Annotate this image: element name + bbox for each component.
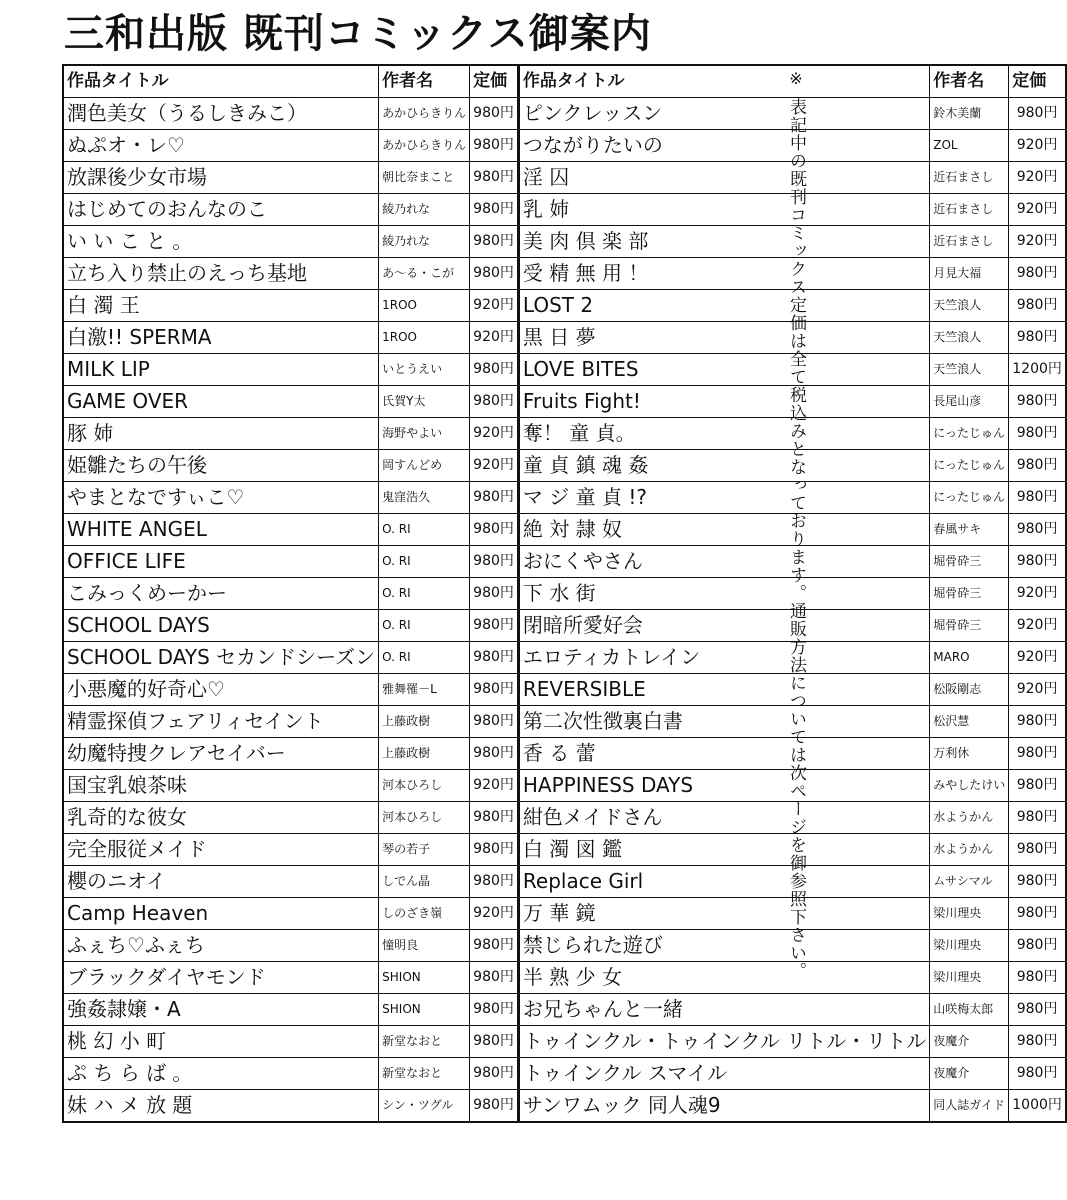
table-row bbox=[63, 866, 1066, 898]
book-price: 980円 bbox=[470, 610, 519, 642]
book-author: O. RI bbox=[379, 578, 470, 610]
table-row bbox=[63, 162, 1066, 194]
book-price: 920円 bbox=[470, 770, 519, 802]
book-author: 鬼窪浩久 bbox=[379, 482, 470, 514]
header-title: 作品タイトル bbox=[518, 65, 929, 98]
header-price: 定価 bbox=[470, 65, 519, 98]
book-title: MILK LIP bbox=[63, 354, 379, 386]
book-title: 豚 姉 bbox=[63, 418, 379, 450]
book-price: 920円 bbox=[1009, 578, 1066, 610]
book-author: 天竺浪人 bbox=[930, 322, 1009, 354]
book-author: 春風サキ bbox=[930, 514, 1009, 546]
book-price: 920円 bbox=[470, 450, 519, 482]
book-author: あかひらきりん bbox=[379, 98, 470, 130]
book-title: 強姦隷嬢・A bbox=[63, 994, 379, 1026]
book-title: 白激!! SPERMA bbox=[63, 322, 379, 354]
note-mark: ※ bbox=[789, 69, 803, 88]
book-price: 980円 bbox=[470, 962, 519, 994]
book-price: 920円 bbox=[470, 898, 519, 930]
book-price: 980円 bbox=[470, 482, 519, 514]
book-price: 920円 bbox=[1009, 130, 1066, 162]
book-title: Fruits Fight! bbox=[518, 386, 929, 418]
book-author: 山咲梅太郎 bbox=[930, 994, 1009, 1026]
book-title: サンワムック 同人魂9 bbox=[518, 1090, 929, 1123]
book-price: 980円 bbox=[470, 802, 519, 834]
table-row bbox=[63, 418, 1066, 450]
book-title: 第二次性徴裏白書 bbox=[518, 706, 929, 738]
book-price: 980円 bbox=[1009, 450, 1066, 482]
book-title: 受 精 無 用 ！ bbox=[518, 258, 929, 290]
book-title: 半 熟 少 女 bbox=[518, 962, 929, 994]
table-row bbox=[63, 706, 1066, 738]
book-author: 夜魔介 bbox=[930, 1026, 1009, 1058]
book-author: 天竺浪人 bbox=[930, 290, 1009, 322]
table-row bbox=[63, 898, 1066, 930]
book-title: 立ち入り禁止のえっち基地 bbox=[63, 258, 379, 290]
table-row bbox=[63, 322, 1066, 354]
book-title: Replace Girl bbox=[518, 866, 929, 898]
book-title: 絶 対 隷 奴 bbox=[518, 514, 929, 546]
book-title: 妹 ハ メ 放 題 bbox=[63, 1090, 379, 1123]
book-author: 堀骨砕三 bbox=[930, 610, 1009, 642]
book-title: トゥインクル・トゥインクル リトル・リトル bbox=[518, 1026, 929, 1058]
book-title: い い こ と 。 bbox=[63, 226, 379, 258]
book-author: 琴の若子 bbox=[379, 834, 470, 866]
book-price: 980円 bbox=[1009, 770, 1066, 802]
book-price: 980円 bbox=[1009, 322, 1066, 354]
table-row bbox=[63, 834, 1066, 866]
book-author: 水ようかん bbox=[930, 802, 1009, 834]
catalog-table bbox=[62, 64, 1067, 1123]
book-author: 上藤政樹 bbox=[379, 706, 470, 738]
book-price: 980円 bbox=[470, 578, 519, 610]
book-author: にったじゅん bbox=[930, 418, 1009, 450]
book-price: 980円 bbox=[470, 706, 519, 738]
book-title: 香 る 蕾 bbox=[518, 738, 929, 770]
book-author: O. RI bbox=[379, 514, 470, 546]
book-price: 980円 bbox=[470, 1058, 519, 1090]
table-row bbox=[63, 1026, 1066, 1058]
book-price: 980円 bbox=[470, 226, 519, 258]
book-author: 綾乃れな bbox=[379, 194, 470, 226]
side-note bbox=[772, 66, 820, 1176]
book-author: 雅舞罹－L bbox=[379, 674, 470, 706]
book-author: 河本ひろし bbox=[379, 802, 470, 834]
book-author: 松沢慧 bbox=[930, 706, 1009, 738]
book-author: しでん晶 bbox=[379, 866, 470, 898]
book-price: 920円 bbox=[470, 322, 519, 354]
table-row bbox=[63, 290, 1066, 322]
header-author: 作者名 bbox=[930, 65, 1009, 98]
book-title: 姫雛たちの午後 bbox=[63, 450, 379, 482]
book-author: 梁川理央 bbox=[930, 930, 1009, 962]
book-author: 万利休 bbox=[930, 738, 1009, 770]
book-author: 月見大福 bbox=[930, 258, 1009, 290]
book-title: 禁じられた遊び bbox=[518, 930, 929, 962]
book-title: ピンクレッスン bbox=[518, 98, 929, 130]
table-row bbox=[63, 994, 1066, 1026]
header-price: 定価 bbox=[1009, 65, 1066, 98]
book-title: トゥインクル スマイル bbox=[518, 1058, 929, 1090]
book-author: 新堂なおと bbox=[379, 1026, 470, 1058]
book-author: 岡すんどめ bbox=[379, 450, 470, 482]
book-price: 980円 bbox=[1009, 1058, 1066, 1090]
book-price: 980円 bbox=[1009, 546, 1066, 578]
book-author: O. RI bbox=[379, 610, 470, 642]
page-title: 三和出版 既刊コミックス御案内 bbox=[64, 11, 652, 57]
table-row bbox=[63, 482, 1066, 514]
book-title: 閉暗所愛好会 bbox=[518, 610, 929, 642]
book-title: 下 水 街 bbox=[518, 578, 929, 610]
book-title: 白 濁 図 鑑 bbox=[518, 834, 929, 866]
book-title: 奪！ 童 貞。 bbox=[518, 418, 929, 450]
book-author: あ～る・こが bbox=[379, 258, 470, 290]
book-author: 氏賀Y太 bbox=[379, 386, 470, 418]
book-author: 長尾山彦 bbox=[930, 386, 1009, 418]
book-price: 920円 bbox=[1009, 194, 1066, 226]
book-author: いとうえい bbox=[379, 354, 470, 386]
table-row bbox=[63, 674, 1066, 706]
book-author: 近石まさし bbox=[930, 162, 1009, 194]
book-price: 980円 bbox=[470, 642, 519, 674]
table-row bbox=[63, 930, 1066, 962]
book-author: ZOL bbox=[930, 130, 1009, 162]
book-price: 980円 bbox=[470, 258, 519, 290]
book-title: 櫻のニオイ bbox=[63, 866, 379, 898]
book-author: 綾乃れな bbox=[379, 226, 470, 258]
book-price: 980円 bbox=[470, 194, 519, 226]
book-author: にったじゅん bbox=[930, 450, 1009, 482]
book-price: 980円 bbox=[1009, 258, 1066, 290]
book-price: 920円 bbox=[1009, 162, 1066, 194]
book-title: マ ジ 童 貞 !? bbox=[518, 482, 929, 514]
book-price: 980円 bbox=[470, 866, 519, 898]
header-title: 作品タイトル bbox=[63, 65, 379, 98]
book-author: ムサシマル bbox=[930, 866, 1009, 898]
book-price: 920円 bbox=[1009, 674, 1066, 706]
book-author: みやしたけい bbox=[930, 770, 1009, 802]
book-price: 980円 bbox=[1009, 834, 1066, 866]
book-title: 国宝乳娘茶味 bbox=[63, 770, 379, 802]
book-price: 980円 bbox=[1009, 482, 1066, 514]
book-price: 980円 bbox=[1009, 418, 1066, 450]
book-author: O. RI bbox=[379, 546, 470, 578]
book-price: 920円 bbox=[1009, 642, 1066, 674]
book-author: 松阪剛志 bbox=[930, 674, 1009, 706]
book-price: 980円 bbox=[470, 130, 519, 162]
book-price: 980円 bbox=[1009, 706, 1066, 738]
book-title: REVERSIBLE bbox=[518, 674, 929, 706]
book-title: WHITE ANGEL bbox=[63, 514, 379, 546]
book-price: 1200円 bbox=[1009, 354, 1066, 386]
book-title: 放課後少女市場 bbox=[63, 162, 379, 194]
book-title: つながりたいの bbox=[518, 130, 929, 162]
table-row bbox=[63, 642, 1066, 674]
book-price: 980円 bbox=[470, 1026, 519, 1058]
book-author: にったじゅん bbox=[930, 482, 1009, 514]
book-author: 憧明良 bbox=[379, 930, 470, 962]
book-price: 980円 bbox=[1009, 962, 1066, 994]
book-title: やまとなですぃこ♡ bbox=[63, 482, 379, 514]
book-title: ブラックダイヤモンド bbox=[63, 962, 379, 994]
book-price: 980円 bbox=[1009, 98, 1066, 130]
book-title: 小悪魔的好奇心♡ bbox=[63, 674, 379, 706]
book-title: 乳奇的な彼女 bbox=[63, 802, 379, 834]
book-price: 1000円 bbox=[1009, 1090, 1066, 1123]
book-title: 黒 日 夢 bbox=[518, 322, 929, 354]
book-title: 潤色美女（うるしきみこ） bbox=[63, 98, 379, 130]
book-price: 980円 bbox=[470, 738, 519, 770]
book-price: 980円 bbox=[1009, 738, 1066, 770]
book-title: 淫 囚 bbox=[518, 162, 929, 194]
book-author: 天竺浪人 bbox=[930, 354, 1009, 386]
book-title: おにくやさん bbox=[518, 546, 929, 578]
book-author: 堀骨砕三 bbox=[930, 546, 1009, 578]
book-title: 白 濁 王 bbox=[63, 290, 379, 322]
book-author: 近石まさし bbox=[930, 194, 1009, 226]
book-title: 紺色メイドさん bbox=[518, 802, 929, 834]
book-title: 桃 幻 小 町 bbox=[63, 1026, 379, 1058]
book-title: GAME OVER bbox=[63, 386, 379, 418]
book-title: 童 貞 鎮 魂 姦 bbox=[518, 450, 929, 482]
table-row bbox=[63, 130, 1066, 162]
book-author: SHION bbox=[379, 994, 470, 1026]
book-author: 河本ひろし bbox=[379, 770, 470, 802]
book-author: あかひらきりん bbox=[379, 130, 470, 162]
table-header-row bbox=[63, 65, 1066, 98]
table-row bbox=[63, 1058, 1066, 1090]
table-row bbox=[63, 514, 1066, 546]
book-price: 980円 bbox=[470, 674, 519, 706]
book-author: 近石まさし bbox=[930, 226, 1009, 258]
book-title: ぷ ち ら ば 。 bbox=[63, 1058, 379, 1090]
book-price: 980円 bbox=[470, 98, 519, 130]
book-author: 梁川理央 bbox=[930, 898, 1009, 930]
table-row bbox=[63, 738, 1066, 770]
table-row bbox=[63, 802, 1066, 834]
book-price: 980円 bbox=[470, 1090, 519, 1123]
book-author: SHION bbox=[379, 962, 470, 994]
book-title: 完全服従メイド bbox=[63, 834, 379, 866]
book-title: 万 華 鏡 bbox=[518, 898, 929, 930]
book-price: 980円 bbox=[1009, 866, 1066, 898]
book-title: 精霊探偵フェアリィセイント bbox=[63, 706, 379, 738]
book-title: LOST 2 bbox=[518, 290, 929, 322]
book-price: 920円 bbox=[1009, 226, 1066, 258]
book-title: こみっくめーかー bbox=[63, 578, 379, 610]
book-author: しのざき嶺 bbox=[379, 898, 470, 930]
book-title: SCHOOL DAYS セカンドシーズン bbox=[63, 642, 379, 674]
book-author: MARO bbox=[930, 642, 1009, 674]
book-price: 980円 bbox=[470, 514, 519, 546]
book-title: Camp Heaven bbox=[63, 898, 379, 930]
book-title: 乳 姉 bbox=[518, 194, 929, 226]
table-row bbox=[63, 546, 1066, 578]
book-price: 980円 bbox=[1009, 1026, 1066, 1058]
book-author: 上藤政樹 bbox=[379, 738, 470, 770]
book-price: 920円 bbox=[470, 290, 519, 322]
book-price: 920円 bbox=[1009, 610, 1066, 642]
book-price: 980円 bbox=[470, 546, 519, 578]
book-price: 980円 bbox=[1009, 930, 1066, 962]
book-author: 海野やよい bbox=[379, 418, 470, 450]
book-price: 980円 bbox=[1009, 514, 1066, 546]
book-title: OFFICE LIFE bbox=[63, 546, 379, 578]
header-author: 作者名 bbox=[379, 65, 470, 98]
book-author: 梁川理央 bbox=[930, 962, 1009, 994]
book-author: 1ROO bbox=[379, 322, 470, 354]
table-row bbox=[63, 962, 1066, 994]
book-price: 980円 bbox=[470, 930, 519, 962]
table-row bbox=[63, 98, 1066, 130]
book-author: O. RI bbox=[379, 642, 470, 674]
book-price: 920円 bbox=[470, 418, 519, 450]
book-author: 新堂なおと bbox=[379, 1058, 470, 1090]
book-author: 夜魔介 bbox=[930, 1058, 1009, 1090]
book-author: 1ROO bbox=[379, 290, 470, 322]
book-price: 980円 bbox=[1009, 386, 1066, 418]
book-title: 幼魔特捜クレアセイバー bbox=[63, 738, 379, 770]
book-price: 980円 bbox=[470, 834, 519, 866]
book-author: 鈴木美蘭 bbox=[930, 98, 1009, 130]
book-title: お兄ちゃんと一緒 bbox=[518, 994, 929, 1026]
book-price: 980円 bbox=[470, 162, 519, 194]
book-price: 980円 bbox=[1009, 994, 1066, 1026]
book-title: HAPPINESS DAYS bbox=[518, 770, 929, 802]
table-row bbox=[63, 1090, 1066, 1123]
book-price: 980円 bbox=[1009, 290, 1066, 322]
book-title: SCHOOL DAYS bbox=[63, 610, 379, 642]
book-author: 同人誌ガイド bbox=[930, 1090, 1009, 1123]
book-price: 980円 bbox=[470, 354, 519, 386]
table-row bbox=[63, 578, 1066, 610]
book-title: ふぇち♡ふぇち bbox=[63, 930, 379, 962]
table-row bbox=[63, 386, 1066, 418]
book-author: 水ようかん bbox=[930, 834, 1009, 866]
book-author: 堀骨砕三 bbox=[930, 578, 1009, 610]
book-title: エロティカトレイン bbox=[518, 642, 929, 674]
table-row bbox=[63, 226, 1066, 258]
book-price: 980円 bbox=[470, 994, 519, 1026]
table-row bbox=[63, 610, 1066, 642]
book-price: 980円 bbox=[1009, 898, 1066, 930]
book-author: シン・ツグル bbox=[379, 1090, 470, 1123]
note-text: 表記中の既刊コミックス定価は全て税込みとなっております。通販方法については次ページを御参照下さい。 bbox=[786, 98, 806, 980]
book-title: 美 肉 倶 楽 部 bbox=[518, 226, 929, 258]
table-row bbox=[63, 194, 1066, 226]
table-row bbox=[63, 450, 1066, 482]
table-row bbox=[63, 258, 1066, 290]
book-title: LOVE BITES bbox=[518, 354, 929, 386]
book-author: 朝比奈まこと bbox=[379, 162, 470, 194]
table-row bbox=[63, 354, 1066, 386]
book-title: はじめてのおんなのこ bbox=[63, 194, 379, 226]
table-row bbox=[63, 770, 1066, 802]
book-price: 980円 bbox=[1009, 802, 1066, 834]
book-price: 980円 bbox=[470, 386, 519, 418]
book-title: ぬぷオ・レ♡ bbox=[63, 130, 379, 162]
